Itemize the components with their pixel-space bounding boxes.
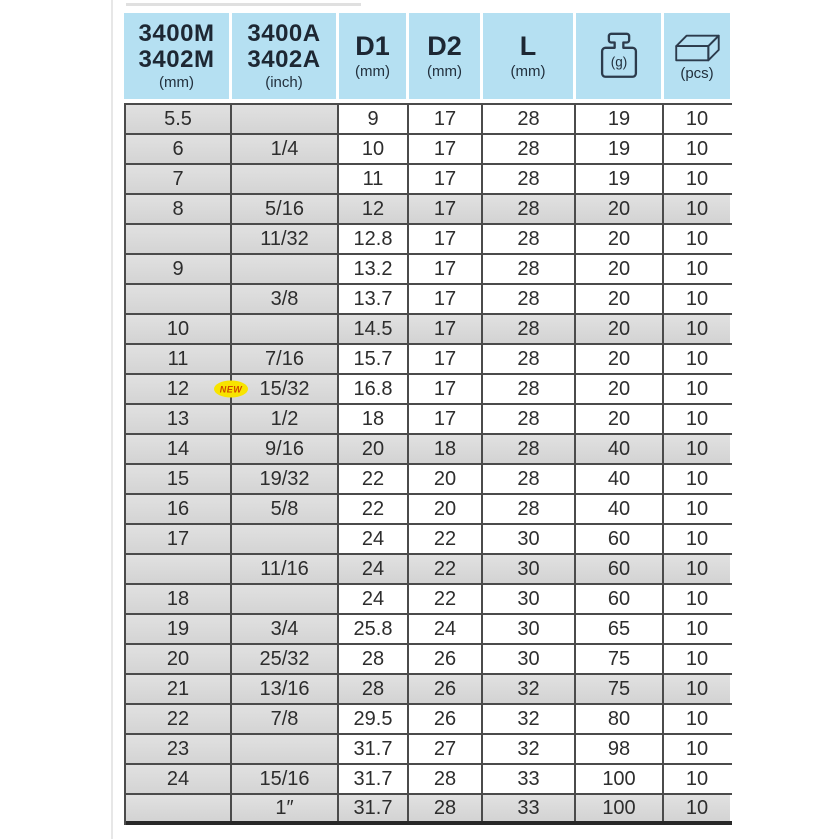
cell-inch (232, 585, 339, 613)
cell-d1: 28 (339, 645, 409, 673)
cell-d1: 29.5 (339, 705, 409, 733)
cell-pcs: 10 (664, 255, 730, 283)
cell-d1: 24 (339, 585, 409, 613)
cell-d2: 17 (409, 375, 483, 403)
cell-g: 40 (576, 435, 664, 463)
table-row (126, 105, 732, 135)
cell-mm (126, 555, 232, 583)
cell-inch (232, 525, 339, 553)
box-icon (670, 31, 724, 65)
table-row (126, 495, 732, 525)
cell-l: 33 (483, 765, 576, 793)
cell-d1: 16.8 (339, 375, 409, 403)
spec-table (124, 13, 732, 825)
cell-inch: 9/16 (232, 435, 339, 463)
cell-inch (232, 165, 339, 193)
cell-inch: 5/8 (232, 495, 339, 523)
cell-g: 65 (576, 615, 664, 643)
cell-mm: 20 (126, 645, 232, 673)
cell-d2: 17 (409, 285, 483, 313)
cell-d1: 28 (339, 675, 409, 703)
header-d2 (409, 13, 483, 99)
cell-d1: 12 (339, 195, 409, 223)
cell-mm: 23 (126, 735, 232, 763)
cell-d1: 18 (339, 405, 409, 433)
cell-d1: 13.7 (339, 285, 409, 313)
table-row (126, 465, 732, 495)
cell-mm: 22 (126, 705, 232, 733)
cell-pcs: 10 (664, 225, 730, 253)
cell-l: 30 (483, 585, 576, 613)
cell-g: 40 (576, 495, 664, 523)
table-row (126, 645, 732, 675)
cell-g: 20 (576, 255, 664, 283)
cell-d1: 22 (339, 495, 409, 523)
cell-pcs: 10 (664, 525, 730, 553)
cell-mm: 14 (126, 435, 232, 463)
cell-d1: 20 (339, 435, 409, 463)
cell-g: 98 (576, 735, 664, 763)
header-length-unit: (mm) (510, 62, 546, 80)
header-pack (664, 13, 730, 99)
cell-mm: 19 (126, 615, 232, 643)
table-row (126, 555, 732, 585)
cell-inch: 15/16 (232, 765, 339, 793)
cell-g: 20 (576, 315, 664, 343)
table-row (126, 585, 732, 615)
cell-d2: 17 (409, 105, 483, 133)
cell-l: 33 (483, 795, 576, 821)
cell-l: 32 (483, 735, 576, 763)
cell-d2: 17 (409, 135, 483, 163)
cell-d1: 13.2 (339, 255, 409, 283)
cell-l: 28 (483, 105, 576, 133)
cell-l: 28 (483, 315, 576, 343)
cell-l: 28 (483, 165, 576, 193)
header-d1-label: D1 (355, 31, 390, 62)
cell-l: 28 (483, 435, 576, 463)
cell-d2: 22 (409, 525, 483, 553)
table-row (126, 345, 732, 375)
cell-l: 28 (483, 285, 576, 313)
cell-g: 75 (576, 645, 664, 673)
cell-inch: 1/4 (232, 135, 339, 163)
cell-d1: 31.7 (339, 795, 409, 821)
cell-inch (232, 105, 339, 133)
cell-d2: 27 (409, 735, 483, 763)
header-model-inch-line2: 3402A (247, 45, 321, 73)
cell-pcs: 10 (664, 795, 730, 821)
table-row (126, 405, 732, 435)
cell-d1: 24 (339, 555, 409, 583)
cell-pcs: 10 (664, 165, 730, 193)
cell-l: 28 (483, 465, 576, 493)
cell-g: 20 (576, 195, 664, 223)
cell-g: 75 (576, 675, 664, 703)
table-row (126, 255, 732, 285)
header-d2-unit: (mm) (427, 62, 462, 80)
cell-d2: 20 (409, 465, 483, 493)
cell-inch: 15/32 NEW (232, 375, 339, 403)
cell-inch (232, 735, 339, 763)
cell-g: 19 (576, 165, 664, 193)
cell-d2: 18 (409, 435, 483, 463)
cell-g: 60 (576, 525, 664, 553)
cell-d1: 31.7 (339, 765, 409, 793)
cell-l: 28 (483, 255, 576, 283)
cell-d2: 17 (409, 345, 483, 373)
cell-l: 28 (483, 195, 576, 223)
table-row (126, 435, 732, 465)
header-model-mm-line2: 3402M (138, 45, 215, 73)
cell-mm: 5.5 (126, 105, 232, 133)
cell-pcs: 10 (664, 285, 730, 313)
cell-mm (126, 795, 232, 821)
cell-d2: 22 (409, 555, 483, 583)
page-edge-line-top (126, 3, 361, 6)
table-row (126, 705, 732, 735)
cell-g: 19 (576, 135, 664, 163)
cell-g: 100 (576, 765, 664, 793)
table-row (126, 615, 732, 645)
cell-l: 28 (483, 345, 576, 373)
cell-d2: 24 (409, 615, 483, 643)
cell-mm: 17 (126, 525, 232, 553)
cell-d1: 12.8 (339, 225, 409, 253)
cell-mm: 16 (126, 495, 232, 523)
cell-inch (232, 315, 339, 343)
cell-d2: 20 (409, 495, 483, 523)
cell-inch (232, 255, 339, 283)
table-row (126, 285, 732, 315)
cell-pcs: 10 (664, 495, 730, 523)
weight-icon (590, 28, 648, 84)
table-header (124, 13, 730, 99)
header-d2-label: D2 (427, 31, 462, 62)
cell-d2: 26 (409, 705, 483, 733)
cell-l: 28 (483, 405, 576, 433)
header-model-inch-line1: 3400A (247, 20, 321, 48)
cell-g: 40 (576, 465, 664, 493)
cell-g: 20 (576, 375, 664, 403)
new-badge: NEW (214, 381, 248, 398)
cell-pcs: 10 (664, 195, 730, 223)
cell-l: 28 (483, 375, 576, 403)
cell-mm (126, 225, 232, 253)
table-row (126, 735, 732, 765)
cell-inch: 7/16 (232, 345, 339, 373)
cell-inch: 5/16 (232, 195, 339, 223)
header-model-mm-line1: 3400M (138, 20, 215, 48)
table-row (126, 525, 732, 555)
cell-l: 28 (483, 225, 576, 253)
cell-l: 32 (483, 675, 576, 703)
page-edge-line-left (111, 0, 113, 839)
table-row (126, 165, 732, 195)
cell-inch: 11/32 (232, 225, 339, 253)
header-d1 (339, 13, 409, 99)
cell-g: 60 (576, 585, 664, 613)
cell-pcs: 10 (664, 435, 730, 463)
cell-mm: 12 (126, 375, 232, 403)
cell-g: 20 (576, 345, 664, 373)
cell-l: 30 (483, 555, 576, 583)
table-row (126, 225, 732, 255)
cell-pcs: 10 (664, 675, 730, 703)
cell-pcs: 10 (664, 315, 730, 343)
cell-mm: 9 (126, 255, 232, 283)
cell-inch: 7/8 (232, 705, 339, 733)
header-model-inch (232, 13, 339, 99)
cell-d2: 17 (409, 315, 483, 343)
table-row (126, 795, 732, 825)
cell-g: 20 (576, 405, 664, 433)
cell-d2: 28 (409, 795, 483, 821)
cell-g: 80 (576, 705, 664, 733)
table-row (126, 375, 732, 405)
table-row (126, 315, 732, 345)
cell-pcs: 10 (664, 765, 730, 793)
cell-inch: 3/4 (232, 615, 339, 643)
cell-mm: 6 (126, 135, 232, 163)
cell-pcs: 10 (664, 375, 730, 403)
cell-mm: 21 (126, 675, 232, 703)
cell-d2: 17 (409, 165, 483, 193)
cell-d2: 26 (409, 645, 483, 673)
cell-mm: 10 (126, 315, 232, 343)
table-row (126, 765, 732, 795)
cell-g: 100 (576, 795, 664, 821)
cell-g: 20 (576, 285, 664, 313)
cell-d1: 14.5 (339, 315, 409, 343)
cell-d2: 17 (409, 405, 483, 433)
cell-mm: 11 (126, 345, 232, 373)
cell-pcs: 10 (664, 615, 730, 643)
cell-d2: 17 (409, 195, 483, 223)
table-row (126, 195, 732, 225)
cell-mm (126, 285, 232, 313)
cell-d2: 17 (409, 255, 483, 283)
cell-mm: 18 (126, 585, 232, 613)
cell-d1: 15.7 (339, 345, 409, 373)
header-length (483, 13, 576, 99)
cell-g: 19 (576, 105, 664, 133)
cell-pcs: 10 (664, 555, 730, 583)
cell-d2: 17 (409, 225, 483, 253)
cell-mm: 15 (126, 465, 232, 493)
cell-d2: 26 (409, 675, 483, 703)
cell-pcs: 10 (664, 735, 730, 763)
table-body (124, 103, 732, 825)
cell-d1: 10 (339, 135, 409, 163)
cell-d1: 11 (339, 165, 409, 193)
cell-inch: 19/32 (232, 465, 339, 493)
header-model-inch-unit: (inch) (265, 73, 303, 91)
cell-pcs: 10 (664, 705, 730, 733)
cell-inch: 1″ (232, 795, 339, 821)
cell-g: 60 (576, 555, 664, 583)
cell-mm: 7 (126, 165, 232, 193)
header-model-mm-unit: (mm) (159, 73, 194, 91)
cell-d1: 22 (339, 465, 409, 493)
cell-mm: 13 (126, 405, 232, 433)
cell-g: 20 (576, 225, 664, 253)
cell-l: 30 (483, 525, 576, 553)
cell-l: 32 (483, 705, 576, 733)
header-pack-unit: (pcs) (680, 64, 714, 82)
cell-pcs: 10 (664, 405, 730, 433)
cell-pcs: 10 (664, 585, 730, 613)
header-weight-unit: (g) (610, 54, 627, 70)
header-d1-unit: (mm) (355, 62, 390, 80)
cell-d2: 28 (409, 765, 483, 793)
cell-pcs: 10 (664, 105, 730, 133)
cell-mm: 24 (126, 765, 232, 793)
cell-d1: 24 (339, 525, 409, 553)
cell-l: 28 (483, 495, 576, 523)
cell-l: 28 (483, 135, 576, 163)
cell-pcs: 10 (664, 135, 730, 163)
header-weight (576, 13, 664, 99)
cell-inch: 13/16 (232, 675, 339, 703)
cell-d1: 9 (339, 105, 409, 133)
cell-mm: 8 (126, 195, 232, 223)
cell-pcs: 10 (664, 345, 730, 373)
table-row (126, 135, 732, 165)
cell-inch: 11/16 (232, 555, 339, 583)
table-row (126, 675, 732, 705)
cell-pcs: 10 (664, 645, 730, 673)
cell-d2: 22 (409, 585, 483, 613)
cell-inch: 25/32 (232, 645, 339, 673)
cell-d1: 31.7 (339, 735, 409, 763)
cell-l: 30 (483, 645, 576, 673)
cell-l: 30 (483, 615, 576, 643)
header-model-mm (124, 13, 232, 99)
cell-d1: 25.8 (339, 615, 409, 643)
cell-inch: 3/8 (232, 285, 339, 313)
cell-pcs: 10 (664, 465, 730, 493)
cell-inch: 1/2 (232, 405, 339, 433)
header-length-label: L (519, 31, 537, 62)
